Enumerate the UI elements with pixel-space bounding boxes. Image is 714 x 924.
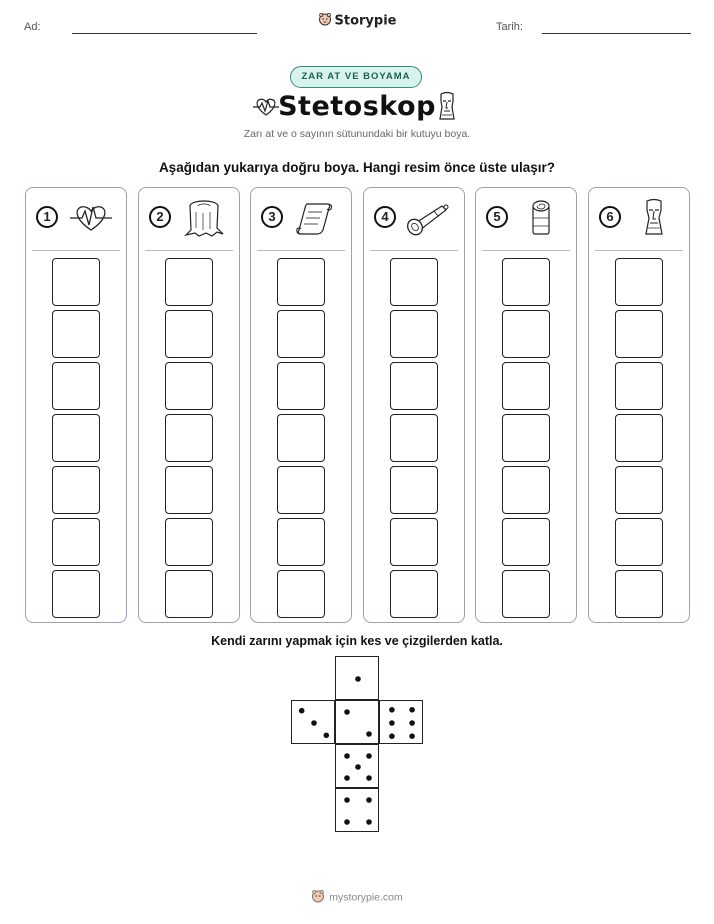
coloring-box[interactable] [502, 258, 550, 306]
coloring-box[interactable] [277, 362, 325, 410]
dice-pip [324, 733, 330, 739]
coloring-box[interactable] [52, 414, 100, 462]
dice-column-1 [25, 187, 127, 623]
coloring-box[interactable] [277, 414, 325, 462]
coloring-box[interactable] [502, 414, 550, 462]
coloring-box[interactable] [390, 414, 438, 462]
dice-face-5 [335, 744, 379, 788]
column-divider [32, 250, 120, 251]
dice-pip [409, 707, 415, 713]
dice-pip [355, 676, 361, 682]
dice-pip [355, 764, 361, 770]
coloring-box[interactable] [277, 310, 325, 358]
dice-face-3 [291, 700, 335, 744]
dice-pip [344, 819, 350, 825]
coloring-box[interactable] [615, 310, 663, 358]
dice-column-2 [138, 187, 240, 623]
dice-face-2 [335, 700, 379, 744]
dice-face-4 [335, 788, 379, 832]
brand-logo [0, 12, 714, 30]
dice-pip [344, 709, 350, 715]
footer [0, 889, 714, 906]
coloring-box[interactable] [390, 310, 438, 358]
dice-pip [311, 720, 317, 726]
coloring-box[interactable] [390, 362, 438, 410]
coloring-box[interactable] [502, 570, 550, 618]
coloring-box[interactable] [615, 362, 663, 410]
coloring-box[interactable] [502, 362, 550, 410]
coloring-box[interactable] [165, 310, 213, 358]
date-label: Tarih: [496, 21, 523, 33]
dice-pip [344, 797, 350, 803]
storypie-mascot-icon [318, 12, 332, 30]
column-number: 1 [36, 206, 58, 228]
coloring-box[interactable] [277, 518, 325, 566]
coloring-box[interactable] [502, 518, 550, 566]
dice-column-3 [250, 187, 352, 623]
dice-pip [366, 753, 372, 759]
footer-url: mystorypie.com [329, 891, 403, 904]
coloring-box[interactable] [390, 518, 438, 566]
column-divider [482, 250, 570, 251]
date-line [542, 33, 691, 34]
coloring-box[interactable] [502, 466, 550, 514]
activity-badge: ZAR AT VE BOYAMA [290, 66, 422, 88]
dice-pip [409, 733, 415, 739]
coloring-box[interactable] [52, 570, 100, 618]
column-divider [595, 250, 683, 251]
moai-title-icon [434, 91, 460, 127]
coloring-box[interactable] [390, 466, 438, 514]
scroll-icon [291, 198, 341, 238]
column-divider [145, 250, 233, 251]
coloring-box[interactable] [165, 518, 213, 566]
column-number: 2 [149, 206, 171, 228]
coloring-box[interactable] [615, 570, 663, 618]
coloring-instruction: Aşağıdan yukarıya doğru boya. Hangi resim önce üste ulaşır? [158, 160, 556, 175]
coloring-box[interactable] [277, 466, 325, 514]
coloring-box[interactable] [52, 466, 100, 514]
dice-instruction: Kendi zarını yapmak için kes ve çizgilerden katla. [211, 634, 503, 648]
storypie-mascot-icon [311, 889, 325, 906]
name-line [72, 33, 257, 34]
dice-pip [299, 708, 305, 714]
dice-pip [366, 731, 372, 737]
dice-pip [389, 733, 395, 739]
coloring-box[interactable] [277, 570, 325, 618]
column-divider [370, 250, 458, 251]
coloring-box[interactable] [615, 258, 663, 306]
dice-pip [366, 797, 372, 803]
dice-pip [366, 819, 372, 825]
coloring-box[interactable] [390, 258, 438, 306]
coloring-box[interactable] [52, 518, 100, 566]
dice-pip [389, 720, 395, 726]
brand-name: Storypie [334, 13, 397, 29]
dice-pip [344, 753, 350, 759]
coloring-box[interactable] [165, 258, 213, 306]
dice-column-5 [475, 187, 577, 623]
coloring-box[interactable] [165, 466, 213, 514]
coloring-box[interactable] [277, 258, 325, 306]
coloring-box[interactable] [165, 362, 213, 410]
coloring-box[interactable] [52, 362, 100, 410]
coloring-box[interactable] [52, 258, 100, 306]
column-number: 6 [599, 206, 621, 228]
dice-column-6 [588, 187, 690, 623]
coloring-box[interactable] [615, 414, 663, 462]
dice-pip [366, 775, 372, 781]
coloring-box[interactable] [502, 310, 550, 358]
rolled-mat-icon [516, 198, 566, 238]
column-number: 4 [374, 206, 396, 228]
moai-icon [629, 198, 679, 238]
heartbeat-icon [66, 198, 116, 238]
coloring-box[interactable] [165, 570, 213, 618]
dice-face-1 [335, 656, 379, 700]
tree-stump-icon [179, 198, 229, 238]
dice-pip [344, 775, 350, 781]
coloring-box[interactable] [615, 518, 663, 566]
dice-face-6 [379, 700, 423, 744]
dice-column-4 [363, 187, 465, 623]
page-title: Stetoskop [278, 91, 436, 122]
name-label: Ad: [24, 21, 41, 33]
coloring-box[interactable] [390, 570, 438, 618]
coloring-box[interactable] [165, 414, 213, 462]
horn-icon [404, 198, 454, 238]
coloring-box[interactable] [615, 466, 663, 514]
column-number: 5 [486, 206, 508, 228]
dice-pip [389, 707, 395, 713]
dice-pip [409, 720, 415, 726]
coloring-box[interactable] [52, 310, 100, 358]
page-subtitle: Zarı at ve o sayının sütunundaki bir kutuyu boya. [243, 128, 471, 140]
column-number: 3 [261, 206, 283, 228]
column-divider [257, 250, 345, 251]
